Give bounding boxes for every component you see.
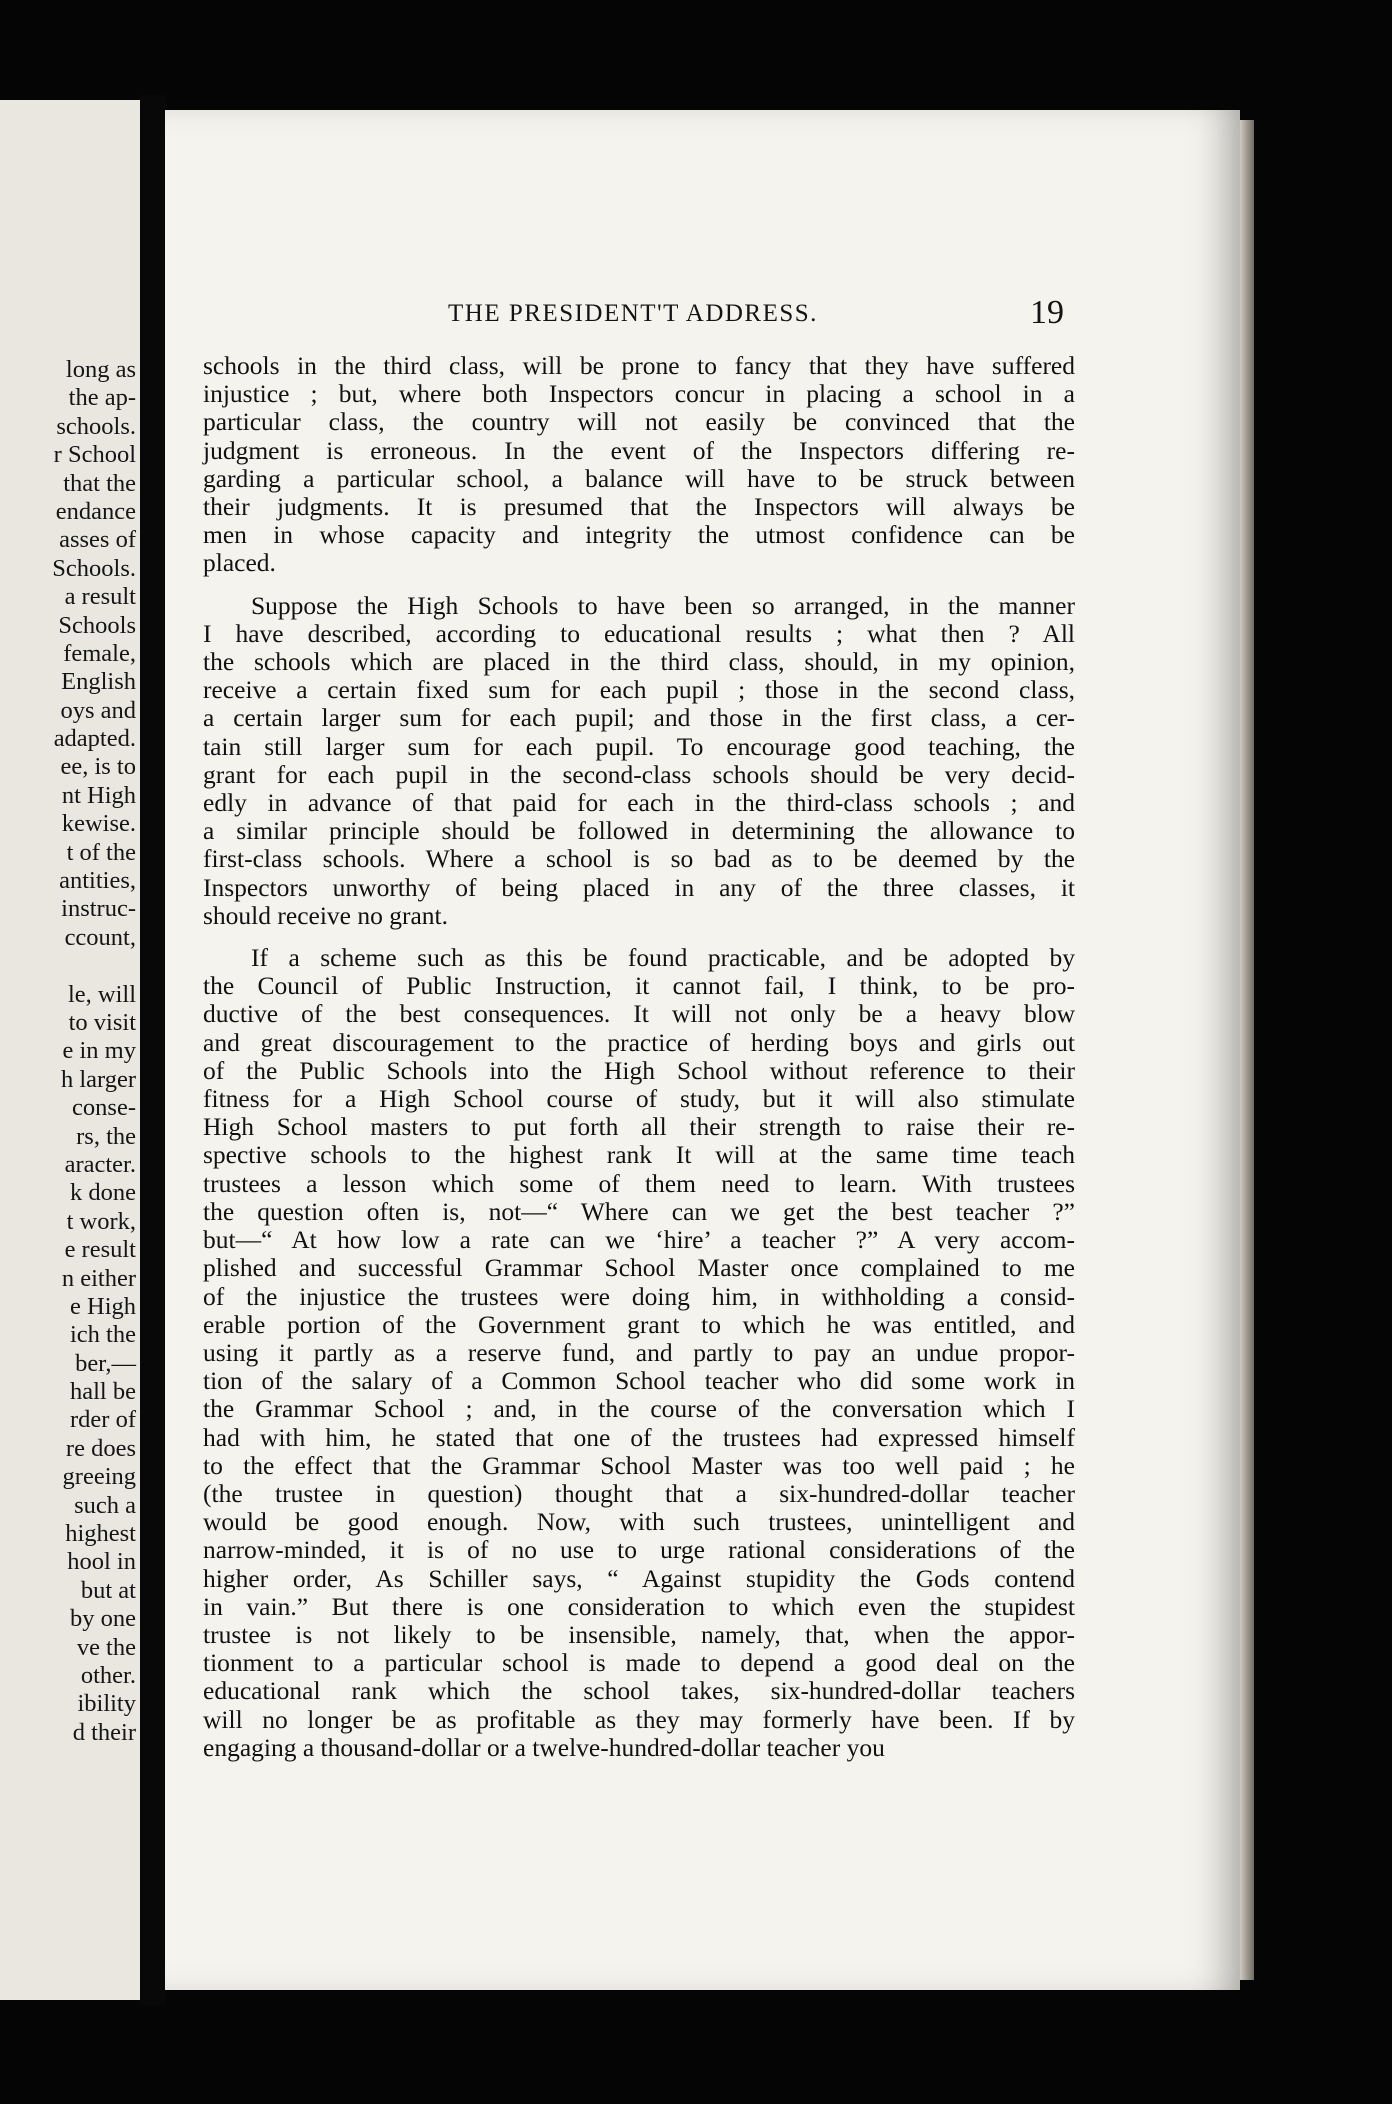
text-line: receive a certain fixed sum for each pupil ; those in the second class, [203,675,1075,705]
facing-page-line: h larger [60,1065,136,1093]
text-line: trustee is not likely to be insensible, namely, that, when the appor- [203,1619,1075,1649]
text-line: engaging a thousand-dollar or a twelve-hundred-dollar teacher you [203,1732,885,1762]
text-line: Inspectors unworthy of being placed in any of the three classes, it [203,872,1075,902]
facing-page-line: ber,— [75,1349,136,1377]
facing-page-line: a result [64,583,136,611]
facing-page-line: but at [80,1576,136,1604]
facing-page-line: schools. [56,412,136,440]
text-line: narrow-minded, it is of no use to urge rational considerations of the [203,1535,1075,1565]
facing-page-line: nt High [61,781,136,809]
text-line: trustees a lesson which some of them need to learn. With trustees [203,1168,1075,1198]
facing-page-line: ich the [70,1321,136,1349]
facing-page-line: le, will [67,980,136,1008]
book-gutter [140,95,165,2005]
facing-page-line: that the [63,469,136,497]
facing-page-line [52,952,136,980]
text-line: injustice ; but, where both Inspectors concur in placing a school in a [203,379,1075,409]
paragraph [203,944,1075,1762]
facing-page-line: asses of [59,526,136,554]
text-line: to the effect that the Grammar School Master was too well paid ; he [203,1450,1075,1480]
text-line: the Grammar School ; and, in the course of the conversation which I [203,1394,1075,1424]
facing-page-line: to visit [68,1008,136,1036]
facing-page-line: k done [70,1179,136,1207]
text-line: first-class schools. Where a school is so bad as to be deemed by the [203,844,1075,874]
facing-page-line: re does [65,1434,136,1462]
facing-page-line: Schools. [52,554,136,582]
text-line: their judgments. It is presumed that the Inspectors will always be [203,492,1075,522]
text-line: I have described, according to educational results ; what then ? All [203,618,1075,648]
facing-page-line: ccount, [64,923,136,951]
text-line: had with him, he stated that one of the trustees had expressed himself [203,1422,1075,1452]
facing-page-line: rs, the [76,1122,136,1150]
facing-page-line: adapted. [53,725,136,753]
text-line: the schools which are placed in the third class, should, in my opinion, [203,647,1075,677]
text-line: ductive of the best consequences. It will not only be a heavy blow [203,999,1075,1029]
text-line: should receive no grant. [203,900,449,930]
facing-page-line: ee, is to [60,753,136,781]
facing-page-line: t work, [66,1207,136,1235]
facing-page-line: d their [72,1718,136,1746]
text-line: spective schools to the highest rank It will at the same time teach [203,1140,1075,1170]
text-line: using it partly as a reserve fund, and partly to pay an undue propor- [203,1337,1075,1367]
text-line: If a scheme such as this be found practicable, and be adopted by [251,943,1075,973]
text-line: tion of the salary of a Common School teacher who did some work in [203,1366,1075,1396]
facing-page-line: t of the [66,838,136,866]
text-line: placed. [203,548,276,578]
facing-page-line: hool in [67,1548,136,1576]
text-line: of the Public Schools into the High School without reference to their [203,1055,1075,1085]
text-line: higher order, As Schiller says, “ Against stupidity the Gods contend [203,1563,1075,1593]
facing-page-line: the ap- [68,384,136,412]
text-line: educational rank which the school takes, six-hundred-dollar teachers [203,1676,1075,1706]
text-line: and great discouragement to the practice of herding boys and girls out [203,1027,1075,1057]
facing-page-line: such a [74,1491,136,1519]
page-number: 19 [1030,294,1064,331]
text-line: tain still larger sum for each pupil. To encourage good teaching, the [203,731,1075,761]
body-text [203,352,1075,1762]
facing-page-line: e result [64,1236,136,1264]
facing-page-line: greeing [62,1463,136,1491]
text-line: but—“ At how low a rate can we ‘hire’ a teacher ?” A very accom- [203,1225,1075,1255]
text-line: Suppose the High Schools to have been so arranged, in the manner [251,590,1075,620]
text-line: of the injustice the trustees were doing him, in withholding a consid- [203,1281,1075,1311]
facing-page-line: hall be [70,1378,136,1406]
text-line: in vain.” But there is one consideration to which even the stupidest [203,1591,1075,1621]
text-line: High School masters to put forth all their strength to raise their re- [203,1112,1075,1142]
facing-page-line: female, [63,639,136,667]
text-line: judgment is erroneous. In the event of the Inspectors differing re- [203,435,1075,465]
text-line: will no longer be as profitable as they may formerly have been. If by [203,1704,1075,1734]
facing-page-line: n either [61,1264,136,1292]
facing-page-line: e in my [62,1037,136,1065]
facing-page-line: rder of [70,1406,136,1434]
text-line: garding a particular school, a balance will have to be struck between [203,463,1075,493]
text-line: men in whose capacity and integrity the utmost confidence can be [203,520,1075,550]
facing-page-line: ve the [76,1633,136,1661]
facing-page-line: long as [65,356,136,383]
paragraph [203,592,1075,930]
paragraph-gap [203,578,1075,592]
facing-page [0,100,140,2000]
page-edge [1240,120,1254,1980]
facing-page-line: kewise. [61,810,136,838]
facing-page-line: English [61,668,136,696]
facing-page-line: endance [55,497,136,525]
facing-page-line: antities, [59,867,136,895]
text-line: particular class, the country will not easily be convinced that the [203,407,1075,437]
text-line: a similar principle should be followed in determining the allowance to [203,816,1075,846]
facing-page-line: ibility [77,1690,136,1718]
facing-page-line: Schools [58,611,136,639]
paragraph [203,352,1075,578]
facing-page-line: e High [70,1292,136,1320]
text-line: plished and successful Grammar School Master once complained to me [203,1253,1075,1283]
text-line: (the trustee in question) thought that a six-hundred-dollar teacher [203,1478,1075,1508]
text-line: grant for each pupil in the second-class schools should be very decid- [203,759,1075,789]
facing-page-line: r School [53,441,136,469]
text-line: erable portion of the Government grant to which he was entitled, and [203,1309,1075,1339]
facing-page-line: other. [80,1661,136,1689]
text-line: schools in the third class, will be prone to fancy that they have suffered [203,351,1075,380]
facing-page-line: by one [70,1605,136,1633]
text-line: the Council of Public Instruction, it cannot fail, I think, to be pro- [203,971,1075,1001]
facing-page-line: oys and [60,696,136,724]
facing-page-line: conse- [72,1094,136,1122]
text-line: a certain larger sum for each pupil; and those in the first class, a cer- [203,703,1075,733]
running-head: THE PRESIDENT'T ADDRESS. [448,300,818,327]
text-line: edly in advance of that paid for each in the third-class schools ; and [203,788,1075,818]
facing-page-line: instruc- [61,895,136,923]
text-line: tionment to a particular school is made to depend a good deal on the [203,1648,1075,1678]
facing-page-line: aracter. [64,1150,136,1178]
facing-page-text [52,356,136,1747]
facing-page-line: highest [65,1520,136,1548]
text-line: would be good enough. Now, with such trustees, unintelligent and [203,1507,1075,1537]
text-line: the question often is, not—“ Where can we get the best teacher ?” [203,1196,1075,1226]
text-line: fitness for a High School course of study, but it will also stimulate [203,1084,1075,1114]
paragraph-gap [203,930,1075,944]
